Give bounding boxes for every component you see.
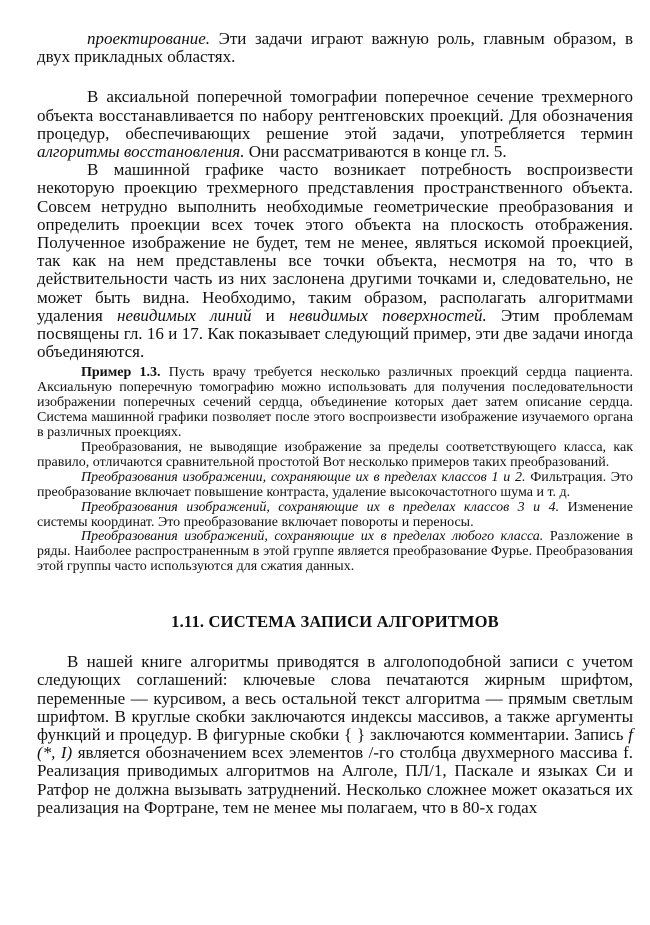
transformation-title: Преобразования изображений, сохраняющие их в пределах классов 3 и 4. (81, 499, 560, 515)
paragraph-tomography (37, 88, 633, 161)
paragraph-computer-graphics (37, 161, 633, 361)
transformation-item (37, 471, 633, 501)
document-page (37, 30, 633, 817)
paragraph-text: и (251, 305, 289, 325)
transformation-body: Разложение в ряды. Наиболее распространенным в этой группе является преобразование Фурье. Преобразования этой группы часто используются для сжатия данных. (37, 529, 633, 575)
transformation-body: Изменение системы координат. Это преобразование включает повороты и переносы. (37, 499, 633, 530)
transformation-title: Преобразования изображении, сохраняющие их в пределах классов 1 и 2. (81, 469, 526, 485)
example-paragraph (37, 366, 633, 441)
paragraph-design-intro (37, 30, 633, 66)
term-hidden-surfaces: невидимых поверхностей. (289, 305, 487, 325)
paragraph-text: Этим проблемам посвящены гл. 16 и 17. Как показывает следующий пример, эти две задачи иногда объединяются. (37, 305, 633, 362)
transformation-body: Фильтрация. Это преобразование включает повышение контраста, удаление высокочастотного шума и т. д. (37, 469, 633, 500)
paragraph-text: В машинной графике часто возникает потребность воспроизвести некоторую проекцию трехмерного представления пространственного объекта. Совсем нетрудно выполнить необходимые геометрические преобразования и определить проекции всех точек этого объекта на плоскость отображения. Полученное изображение не будет, тем не менее, являться искомой проекцией, так как на нем представлены все точки объекта, несмотря на то, что в действительности часть из них заслонена другими точками и, следовательно, не может быть видна. Необходимо, таким образом, располагать алгоритмами удаления (37, 160, 633, 325)
example-label: Пример 1.3. (81, 365, 161, 381)
transformations-intro: Преобразования, не выводящие изображение за пределы соответствующего класса, как правило, отличаются сравнительной простотой Вот несколько примеров таких преобразований. (37, 439, 633, 470)
transformation-title: Преобразования изображений, сохраняющие их в пределах любого класса. (81, 529, 544, 545)
paragraph-text: является обозначением всех элементов /-го столбца двухмерного массива f. Реализация приводимых алгоритмов на Алголе, ПЛ/1, Паскале и языках Си и Ратфор не должна вызывать затруднений. Несколько сложнее может оказаться их реализация на Фортране, тем не менее мы полагаем, что в 80-х годах (37, 743, 633, 817)
paragraph-text: Они рассматриваются в конце гл. 5. (244, 142, 507, 162)
paragraph-notation (37, 653, 633, 817)
term-design: проектирование. (87, 29, 211, 48)
paragraph-text: В аксиальной поперечной томографии поперечное сечение трехмерного объекта восстанавливается по набору рентгеновских проекций. Для обозначения процедур, обеспечивающих решение этой задачи, употребляется термин (37, 87, 633, 143)
paragraph-text: В нашей книге алгоритмы приводятся в алголоподобной записи с учетом следующих соглашений: ключевые слова печатаются жирным шрифтом, переменные — курсивом, а весь остальной текст алгоритма — прямым светлым шрифтом. В круглые скобки заключаются индексы массивов, а также аргументы функций и процедур. В фигурные скобки { } заключаются комментарии. Запись (37, 652, 633, 744)
term-reconstruction-algorithms: алгоритмы восстановления. (37, 142, 245, 162)
paragraph-text: Эти задачи играют важную роль, главным образом, в двух прикладных областях. (37, 29, 633, 67)
term-array-column: f (*, I) (37, 724, 633, 763)
transformation-item (37, 530, 633, 575)
term-hidden-lines: невидимых линий (117, 305, 252, 325)
transformation-item (37, 501, 633, 531)
section-heading: 1.11. СИСТЕМА ЗАПИСИ АЛГОРИТМОВ (171, 612, 499, 632)
example-text: Пусть врачу требуется несколько различных проекций сердца пациента. Аксиальную поперечную томографию можно использовать для получения последовательности изображении поперечных сечений сердца, объединение которых дает затем описание сердца. Система машинной графики позволяет после этого воспроизвести изображение изучаемого органа в различных проекциях. (37, 365, 634, 441)
